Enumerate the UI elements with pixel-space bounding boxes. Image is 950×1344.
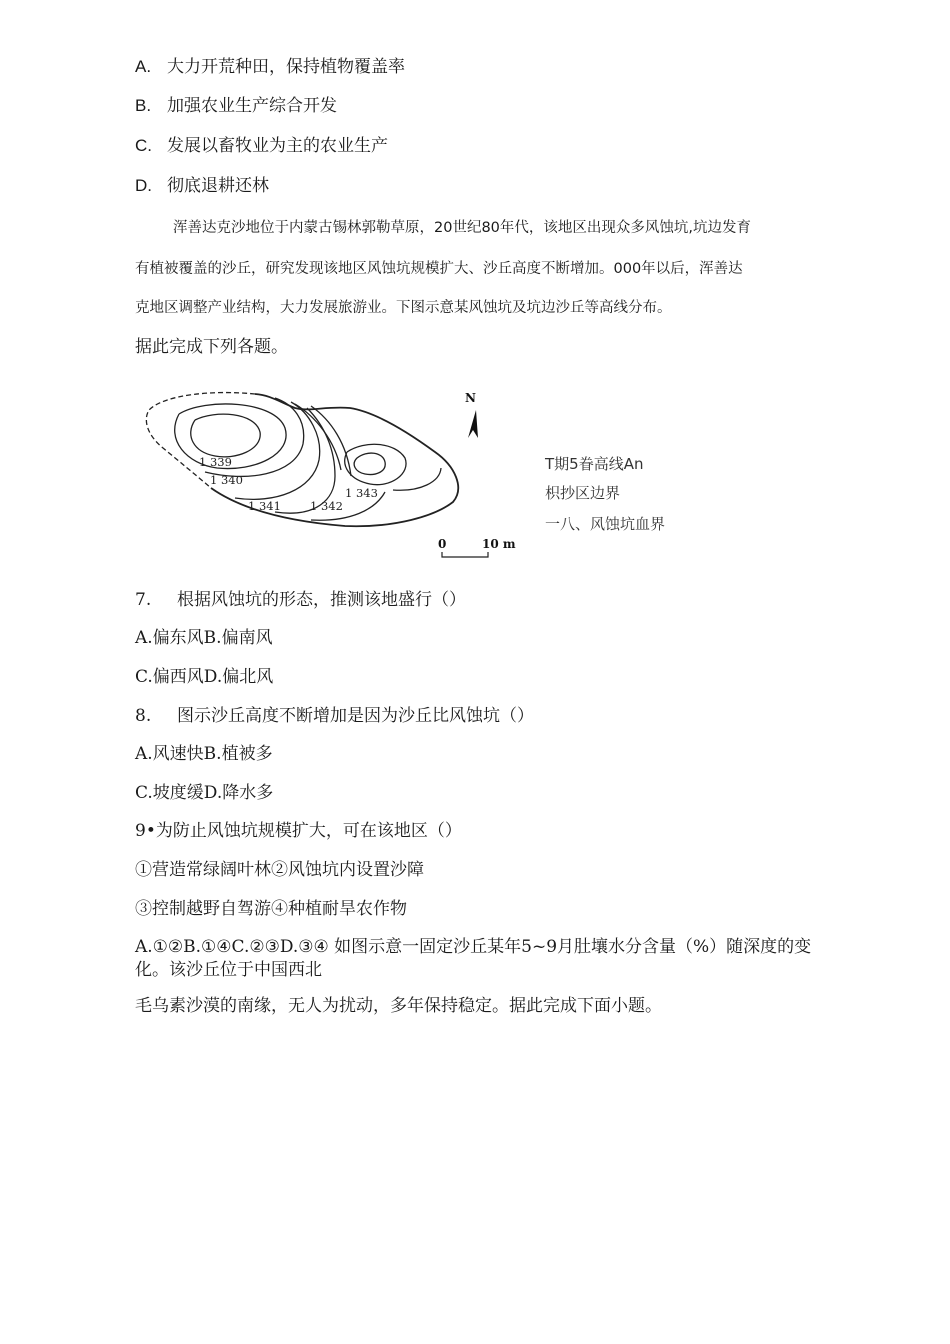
contour-1341 [235, 402, 320, 499]
option-letter: B. [135, 96, 152, 115]
question-8 [135, 705, 534, 727]
option-text: 加强农业生产综合开发 [167, 96, 337, 116]
question-9: 9•为防止风蚀坑规模扩大，可在该地区（） [135, 821, 462, 841]
q8-options-row-2: C.坡度缓D.降水多 [135, 783, 274, 803]
contour-label-1339: 1 339 [199, 455, 232, 469]
scale-bar [442, 552, 488, 557]
option-c [135, 135, 388, 157]
north-label: N [465, 391, 476, 405]
option-letter: C. [135, 136, 152, 155]
legend-blowout-boundary: 一八、风蚀坑血界 [545, 515, 666, 533]
option-b [135, 95, 337, 117]
option-text: 大力开荒种田，保持植物覆盖率 [167, 57, 405, 77]
question-7 [135, 589, 466, 611]
question-number: 8. [135, 706, 152, 726]
legend-dune-boundary: 枳抄区边界 [545, 484, 621, 502]
dune-right-contour [393, 468, 441, 490]
option-d [135, 175, 269, 197]
question-stem: 图示沙丘高度不断增加是因为沙丘比风蚀坑（） [177, 706, 534, 726]
q7-options-row-2: C.偏西风D.偏北风 [135, 667, 274, 687]
q8-options-row-1: A.风速快B.植被多 [135, 744, 273, 764]
contour-1342 [275, 408, 335, 513]
option-letter: A. [135, 57, 152, 76]
blowout-inner-ring [191, 414, 260, 457]
next-passage-continuation: 毛乌素沙漠的南缘，无人为扰动，多年保持稳定。据此完成下面小题。 [135, 996, 662, 1016]
q9-options-row-1: ①营造常绿阔叶林②风蚀坑内设置沙障 [135, 860, 424, 880]
passage-line-1: 浑善达克沙地位于内蒙古锡林郭勒草原，20世纪80年代，该地区出现众多风蚀坑,坑边发育 [173, 220, 752, 236]
north-arrow-icon [468, 410, 478, 438]
legend-contour: T期5眷高线An [545, 455, 644, 473]
contour-label-1340: 1 340 [210, 473, 243, 487]
option-text: 发展以畜牧业为主的农业生产 [167, 136, 388, 156]
contour-label-1342: 1 342 [310, 499, 343, 513]
contour-map-figure [135, 380, 535, 560]
contour-label-1343: 1 343 [345, 486, 378, 500]
passage-instruction: 据此完成下列各题。 [135, 337, 288, 357]
q7-options-row-1: A.偏东风B.偏南风 [135, 628, 273, 648]
passage-line-3: 克地区调整产业结构，大力发展旅游业。下图示意某风蚀坑及坑边沙丘等高线分布。 [135, 300, 672, 316]
q9-options-row-2: ③控制越野自驾游④种植耐旱农作物 [135, 899, 407, 919]
scale-end: 10 m [482, 537, 516, 551]
option-letter: D. [135, 176, 152, 195]
question-stem: 根据风蚀坑的形态，推测该地盛行（） [177, 590, 466, 610]
contour-label-1341: 1 341 [248, 499, 281, 513]
option-text: 彻底退耕还林 [167, 176, 269, 196]
small-dune-inner [354, 453, 385, 474]
scale-start: 0 [438, 537, 447, 551]
passage-line-2: 有植被覆盖的沙丘，研究发现该地区风蚀坑规模扩大、沙丘高度不断增加。000年以后，浑善达 [135, 261, 743, 277]
question-number: 7. [135, 590, 152, 610]
option-a [135, 56, 405, 78]
q9-answers-and-next-passage: A.①②B.①④C.②③D.③④ 如图示意一固定沙丘某年5~9月肚壤水分含量（%）随深度的变化。该沙丘位于中国西北 [135, 937, 812, 980]
